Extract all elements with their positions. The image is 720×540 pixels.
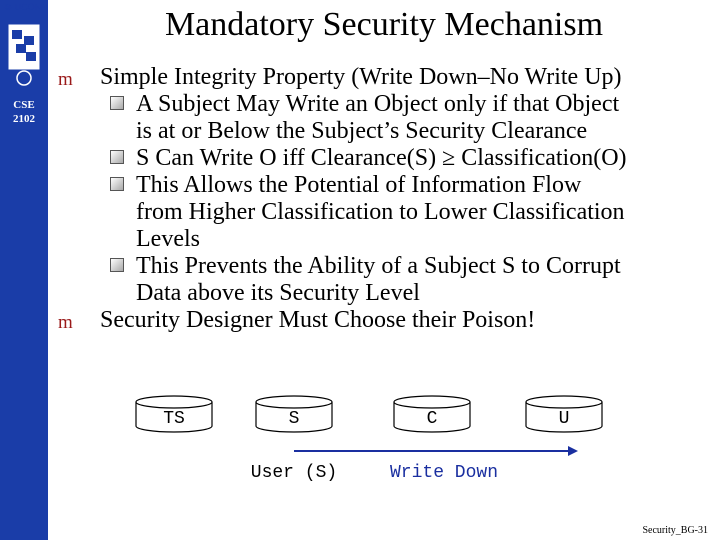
flow-arrow-head-icon [568,446,578,456]
level-disk-u [526,396,602,432]
sub-bullet-text: Levels [136,226,200,252]
level-disk-ts [136,396,212,432]
sub-bullet-text: A Subject May Write an Object only if that Object [136,91,620,117]
course-dept: CSE [13,99,35,111]
sub-bullet-text: Data above its Security Level [136,280,420,306]
level-label: C [426,409,438,429]
sub-bullet-text: This Prevents the Ability of a Subject S to Corrupt [136,253,621,279]
level-label: TS [163,409,185,429]
flow-label: Write Down [389,463,499,483]
level-label: U [558,409,570,429]
sub-bullet-text: from Higher Classification to Lower Classification [136,199,625,225]
level-disk-s [256,396,332,432]
slide-footer: Security_BG-31 [642,525,708,536]
subject-label: User (S) [250,463,338,483]
brand-seal-icon: ⚙ [4,2,13,12]
level-label: S [288,409,300,429]
brand-name: UCONN [14,2,48,12]
bullet-text: Security Designer Must Choose their Poison! [100,307,536,333]
bullet-text: Simple Integrity Property (Write Down–No Write Up) [100,64,622,90]
sub-bullet-text: This Allows the Potential of Information Flow [136,172,582,198]
course-number: 2102 [13,113,35,125]
slide-title: Mandatory Security Mechanism [164,6,604,43]
level-disk-c [394,396,470,432]
sub-bullet-text: S Can Write O iff Clearance(S) ≥ Classification(O) [136,145,627,171]
bullet-marker-icon: m [58,312,73,333]
sub-bullet-text: is at or Below the Subject’s Security Clearance [136,118,588,144]
bullet-marker-icon: m [58,69,73,90]
